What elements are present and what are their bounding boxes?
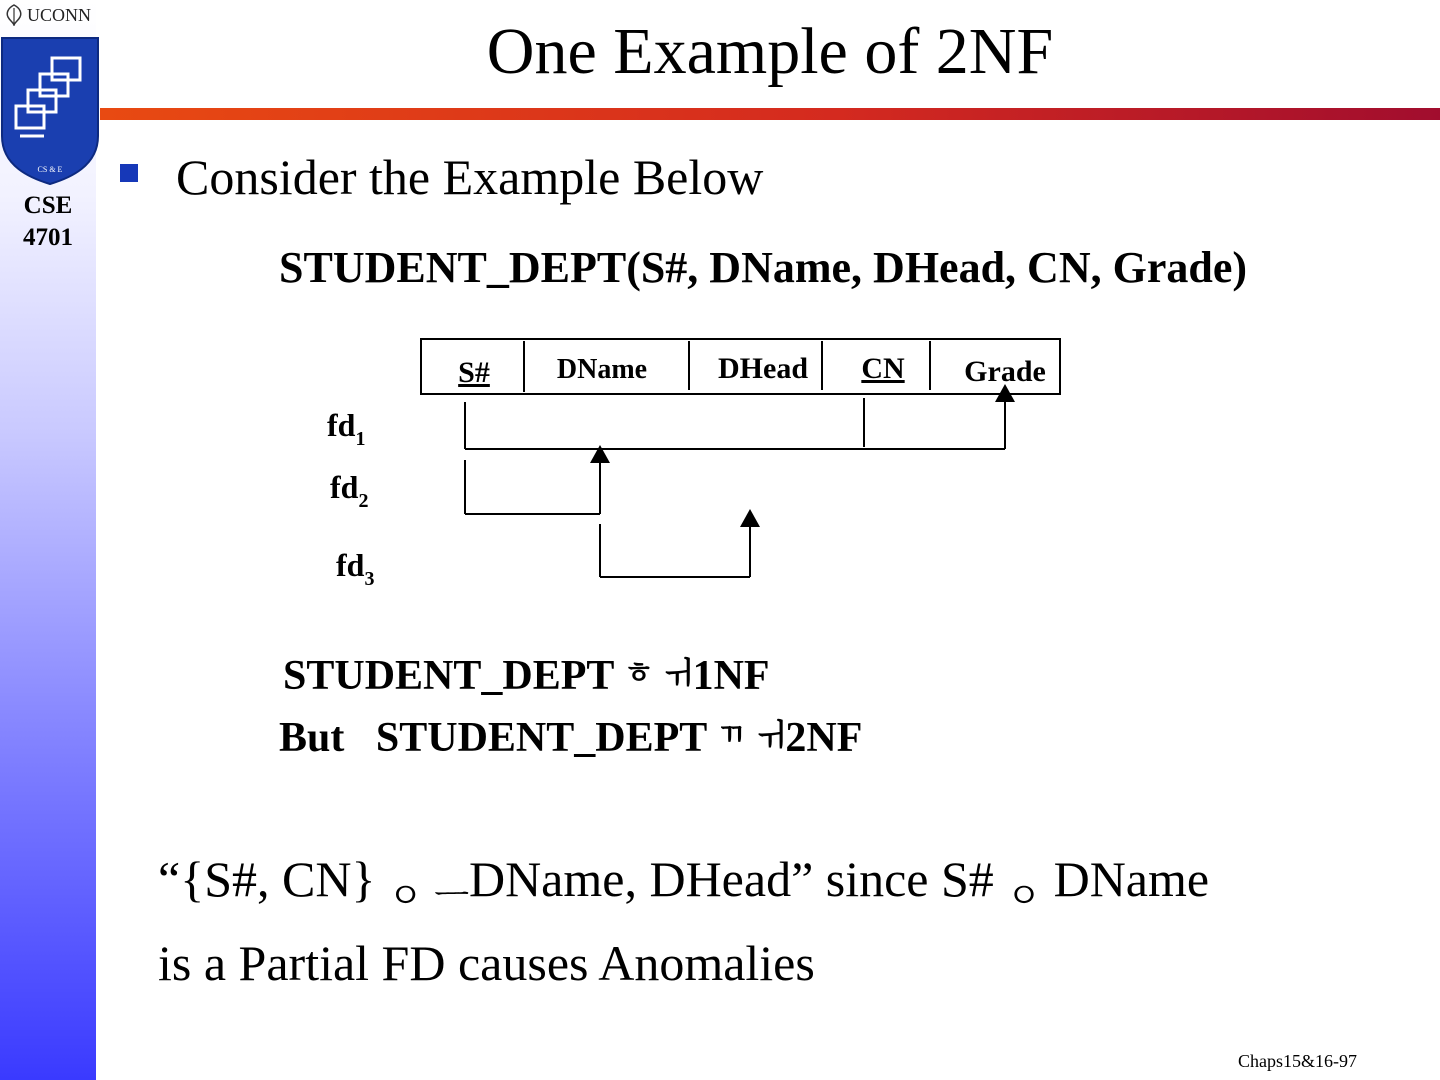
statement-2nf-but: But xyxy=(279,715,345,761)
column-cn: CN xyxy=(861,352,905,385)
symbol-glyph: ㄲ ㅟ xyxy=(717,718,786,753)
symbol-glyph: ㅎ ㅟ xyxy=(624,656,693,691)
course-dept: CSE xyxy=(23,192,73,219)
fd3-subscript: 3 xyxy=(364,568,375,590)
conclusion-part3: DName xyxy=(1053,851,1210,907)
statement-2nf-relation: STUDENT_DEPT xyxy=(375,715,707,761)
fd3-name: fd xyxy=(336,547,365,583)
conclusion-text xyxy=(158,846,1398,996)
symbol-glyph: ㅇ ㅡ xyxy=(387,876,469,917)
course-number: 4701 xyxy=(23,224,73,251)
column-grade: Grade xyxy=(964,355,1046,388)
fd3-label xyxy=(336,547,374,590)
statement-1nf-relation: STUDENT_DEPT xyxy=(283,653,614,699)
fd2-name: fd xyxy=(330,469,359,505)
statement-2nf xyxy=(279,710,862,764)
conclusion-part2: DName, DHead” since S# xyxy=(468,851,994,907)
symbol-glyph: ㅇ xyxy=(1006,876,1042,917)
svg-text:CS & E: CS & E xyxy=(37,165,63,174)
statement-1nf-form: 1NF xyxy=(692,653,770,699)
conclusion-line2: is a Partial FD causes Anomalies xyxy=(158,935,815,991)
fd1-arrow xyxy=(465,398,1005,449)
fd3-arrow xyxy=(600,524,750,577)
fd2-label xyxy=(330,469,368,512)
fd2-arrow xyxy=(465,460,600,514)
conclusion-part1: “{S#, CN} xyxy=(158,851,376,907)
fd2-subscript: 2 xyxy=(358,490,369,512)
bullet-text: Consider the Example Below xyxy=(176,149,764,205)
column-s-number: S# xyxy=(458,356,490,389)
fd1-subscript: 1 xyxy=(355,428,366,450)
column-dname: DName xyxy=(556,354,648,385)
slide-footer: Chaps15&16-97 xyxy=(1238,1051,1357,1071)
slide-title: One Example of 2NF xyxy=(486,15,1054,88)
fd1-name: fd xyxy=(327,407,356,443)
uconn-wordmark: UCONN xyxy=(27,4,92,25)
statement-1nf xyxy=(283,648,770,702)
relation-schema: STUDENT_DEPT(S#, DName, DHead, CN, Grade) xyxy=(279,243,1247,292)
statement-2nf-form: 2NF xyxy=(785,715,863,761)
fd1-label xyxy=(327,407,365,450)
column-dhead: DHead xyxy=(718,352,808,385)
